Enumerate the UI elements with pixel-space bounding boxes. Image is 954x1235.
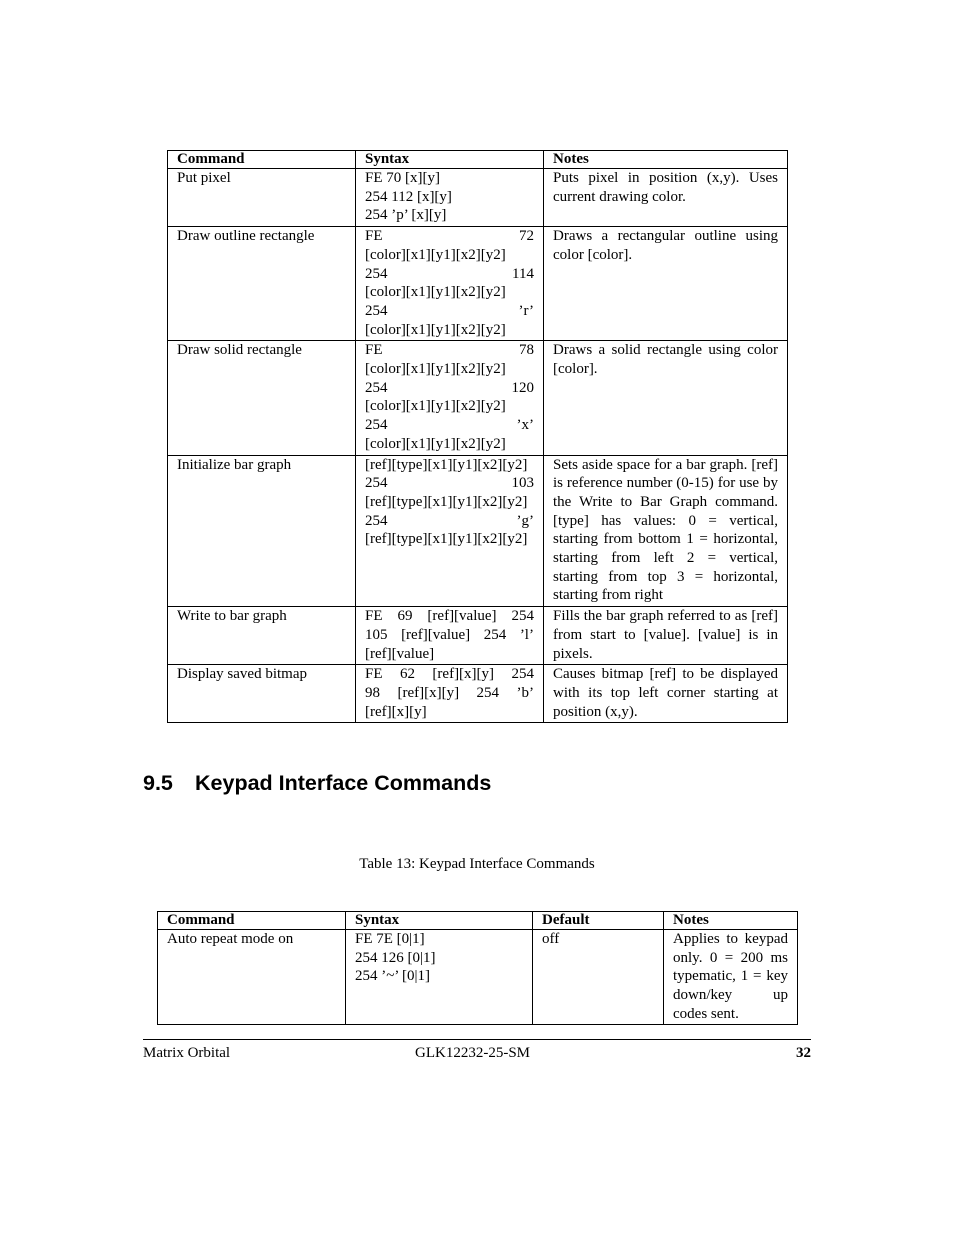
syntax-line: [color][x1][y1][x2][y2] (365, 284, 506, 301)
syntax-line: 254 ’x’ (365, 417, 534, 434)
footer-company: Matrix Orbital (143, 1045, 231, 1061)
notes-cell: Draws a solid rectangle using color [color]. (544, 341, 788, 455)
syntax-line: FE 72 (365, 228, 534, 245)
table-header-row (158, 912, 798, 930)
syntax-line: 254 ’p’ [x][y] (365, 207, 447, 224)
command-cell: Draw solid rectangle (168, 341, 356, 455)
syntax-line: 254 112 [x][y] (365, 188, 452, 205)
syntax-line: 254 ’~’ [0|1] (355, 968, 430, 985)
command-cell: Draw outline rectangle (168, 227, 356, 341)
column-header-notes: Notes (664, 912, 798, 930)
syntax-line: [ref][type][x1][y1][x2][y2] (365, 531, 528, 548)
notes-cell: Puts pixel in position (x,y). Uses current drawing color. (544, 169, 788, 227)
table-row (168, 665, 788, 723)
table-row (158, 930, 798, 1025)
notes-cell: Sets aside space for a bar graph. [ref] is reference number (0-15) for use by the Write to Bar Graph command. [type] has values: 0 = vertical, starting from bottom 1 = horizontal, starting from left 2 = vertical, starting from top 3 = horizontal, starting from right (544, 455, 788, 607)
syntax-line: 254 120 (365, 379, 534, 396)
syntax-line: 254 ’g’ (365, 512, 534, 529)
syntax-line: [ref][x][y] (365, 703, 427, 720)
footer-divider (143, 1039, 811, 1040)
section-heading (143, 771, 491, 796)
keypad-commands-table (157, 911, 798, 1025)
table-caption: Table 13: Keypad Interface Commands (359, 856, 595, 872)
column-header-command: Command (168, 151, 356, 169)
section-number: 9.5 (143, 771, 173, 795)
syntax-line: 254 ’r’ (365, 302, 534, 319)
command-cell: Write to bar graph (168, 607, 356, 665)
syntax-cell (356, 227, 544, 341)
section-title: Keypad Interface Commands (195, 771, 492, 795)
notes-cell: Applies to keypad only. 0 = 200 ms typematic, 1 = key down/key up codes sent. (664, 930, 798, 1025)
syntax-line: 254 103 (365, 475, 534, 492)
syntax-cell (346, 930, 533, 1025)
syntax-cell (356, 607, 544, 665)
column-header-command: Command (158, 912, 346, 930)
syntax-line: 98 [ref][x][y] 254 ’b’ (365, 684, 534, 701)
syntax-line: FE 69 [ref][value] 254 (365, 608, 534, 625)
syntax-cell (356, 341, 544, 455)
syntax-line: [color][x1][y1][x2][y2] (365, 361, 506, 378)
command-cell: Auto repeat mode on (158, 930, 346, 1025)
page-number: 32 (796, 1045, 811, 1061)
syntax-line: FE 70 [x][y] (365, 170, 440, 186)
column-header-syntax: Syntax (356, 151, 544, 169)
table-row (168, 607, 788, 665)
footer-document-id: GLK12232-25-SM (415, 1045, 530, 1061)
notes-cell: Fills the bar graph referred to as [ref] from start to [value]. [value] is in pixels. (544, 607, 788, 665)
syntax-line: 254 114 (365, 265, 534, 282)
syntax-line: 254 126 [0|1] (355, 949, 436, 966)
table-row (168, 341, 788, 455)
command-cell: Display saved bitmap (168, 665, 356, 723)
command-cell: Put pixel (168, 169, 356, 227)
column-header-default: Default (533, 912, 664, 930)
syntax-line: 105 [ref][value] 254 ’l’ (365, 626, 534, 643)
column-header-notes: Notes (544, 151, 788, 169)
table-row (168, 455, 788, 607)
syntax-line: FE 62 [ref][x][y] 254 (365, 666, 534, 683)
syntax-line: [color][x1][y1][x2][y2] (365, 321, 506, 338)
syntax-cell (356, 665, 544, 723)
syntax-line: [ref][type][x1][y1][x2][y2] (365, 493, 528, 510)
syntax-line: FE 78 (365, 342, 534, 359)
syntax-line: [color][x1][y1][x2][y2] (365, 435, 506, 452)
syntax-line: [color][x1][y1][x2][y2] (365, 246, 506, 263)
syntax-line: [ref][value] (365, 645, 435, 662)
syntax-line: [ref][type][x1][y1][x2][y2] (365, 456, 528, 473)
syntax-cell (356, 455, 544, 607)
table-row (168, 169, 788, 227)
command-cell: Initialize bar graph (168, 455, 356, 607)
default-cell: off (533, 930, 664, 1025)
table-header-row (168, 151, 788, 169)
syntax-line: [color][x1][y1][x2][y2] (365, 398, 506, 415)
notes-cell: Draws a rectangular outline using color [color]. (544, 227, 788, 341)
graphics-commands-table (167, 150, 788, 723)
syntax-cell (356, 169, 544, 227)
column-header-syntax: Syntax (346, 912, 533, 930)
syntax-line: FE 7E [0|1] (355, 931, 425, 947)
table-row (168, 227, 788, 341)
notes-cell: Causes bitmap [ref] to be displayed with its top left corner starting at position (x,y). (544, 665, 788, 723)
